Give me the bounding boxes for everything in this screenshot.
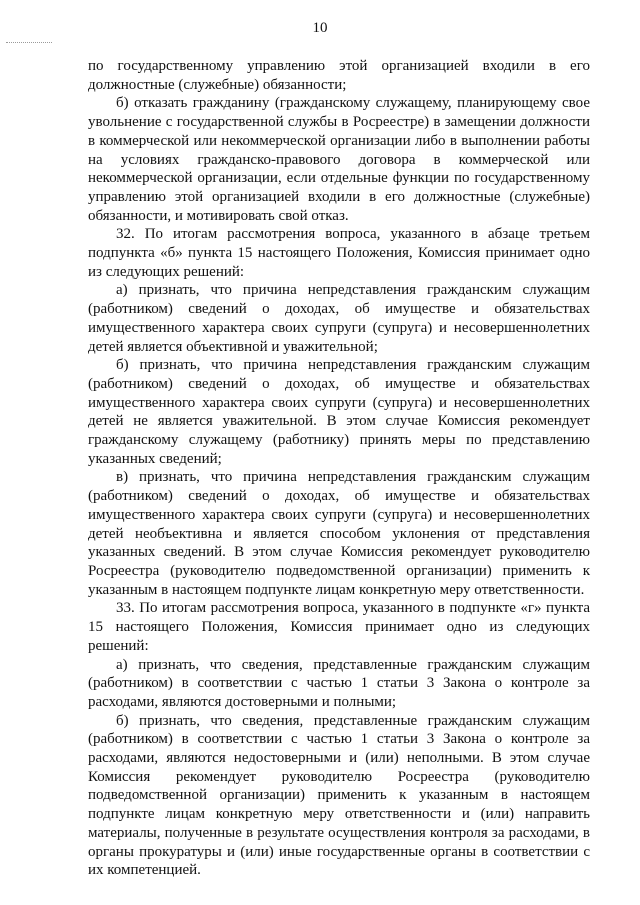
document-body <box>88 57 590 880</box>
paragraph-continuation: по государственному управлению этой организацией входили в его должностные (служебные) обязанности; <box>88 58 590 93</box>
paragraph-33-a: а) признать, что сведения, представленные гражданским служащим (работником) в соответствии с частью 1 статьи 3 Закона о контроле за расходами, являются достоверными и полными; <box>88 656 590 710</box>
paragraph-32-b: б) признать, что причина непредставления гражданским служащим (работником) сведений о доходах, об имуществе и обязательствах имущественного характера своих супруги (супруга) и несовершеннолетних детей не является уважительной. В этом случае Комиссия рекомендует гражданскому служащему (работнику) принять меры по представлению указанных сведений; <box>88 357 590 467</box>
paragraph-32-v: в) признать, что причина непредставления гражданским служащим (работником) сведений о доходах, об имуществе и обязательствах имущественного характера своих супруги (супруга) и несовершеннолетних детей необъективна и является способом уклонения от представления указанных сведений. В этом случае Комиссия рекомендует руководителю Росреестра (руководителю подведомственной организации) применить к указанным в настоящем подпункте лицам конкретную меру ответственности. <box>88 469 590 598</box>
paragraph-item-b-refuse: б) отказать гражданину (гражданскому служащему, планирующему свое увольнение с государственной службы в Росреестре) в замещении должности в коммерческой или некоммерческой организации либо в выполнении работы на условиях гражданско-правового договора в коммерческой или некоммерческой организации, если отдельные функции по государственному управлению этой организацией входили в его должностные (служебные) обязанности, и мотивировать свой отказ. <box>88 95 590 224</box>
paragraph-clause-33: 33. По итогам рассмотрения вопроса, указанного в подпункте «г» пункта 15 настоящего Положения, Комиссия принимает одно из следующих решений: <box>88 600 590 654</box>
paragraph-32-a: а) признать, что причина непредставления гражданским служащим (работником) сведений о доходах, об имуществе и обязательствах имущественного характера своих супруги (супруга) и несовершеннолетних детей является объективной и уважительной; <box>88 282 590 355</box>
paragraph-33-b: б) признать, что сведения, представленные гражданским служащим (работником) в соответствии с частью 1 статьи 3 Закона о контроле за расходами, являются недостоверными и (или) неполными. В этом случае Комиссия рекомендует руководителю Росреестра (руководителю подведомственной организации) применить к указанным в настоящем подпункте лицам конкретную меру ответственности и (или) направить материалы, полученные в результате осуществления контроля за расходами, в органы прокуратуры и (или) иные государственные органы в соответствии с их компетенцией. <box>88 712 590 879</box>
paragraph-clause-32: 32. По итогам рассмотрения вопроса, указанного в абзаце третьем подпункта «б» пункта 15 настоящего Положения, Комиссия принимает одно из следующих решений: <box>88 226 590 280</box>
page-number: 10 <box>312 20 328 36</box>
scan-artifact <box>6 42 52 45</box>
